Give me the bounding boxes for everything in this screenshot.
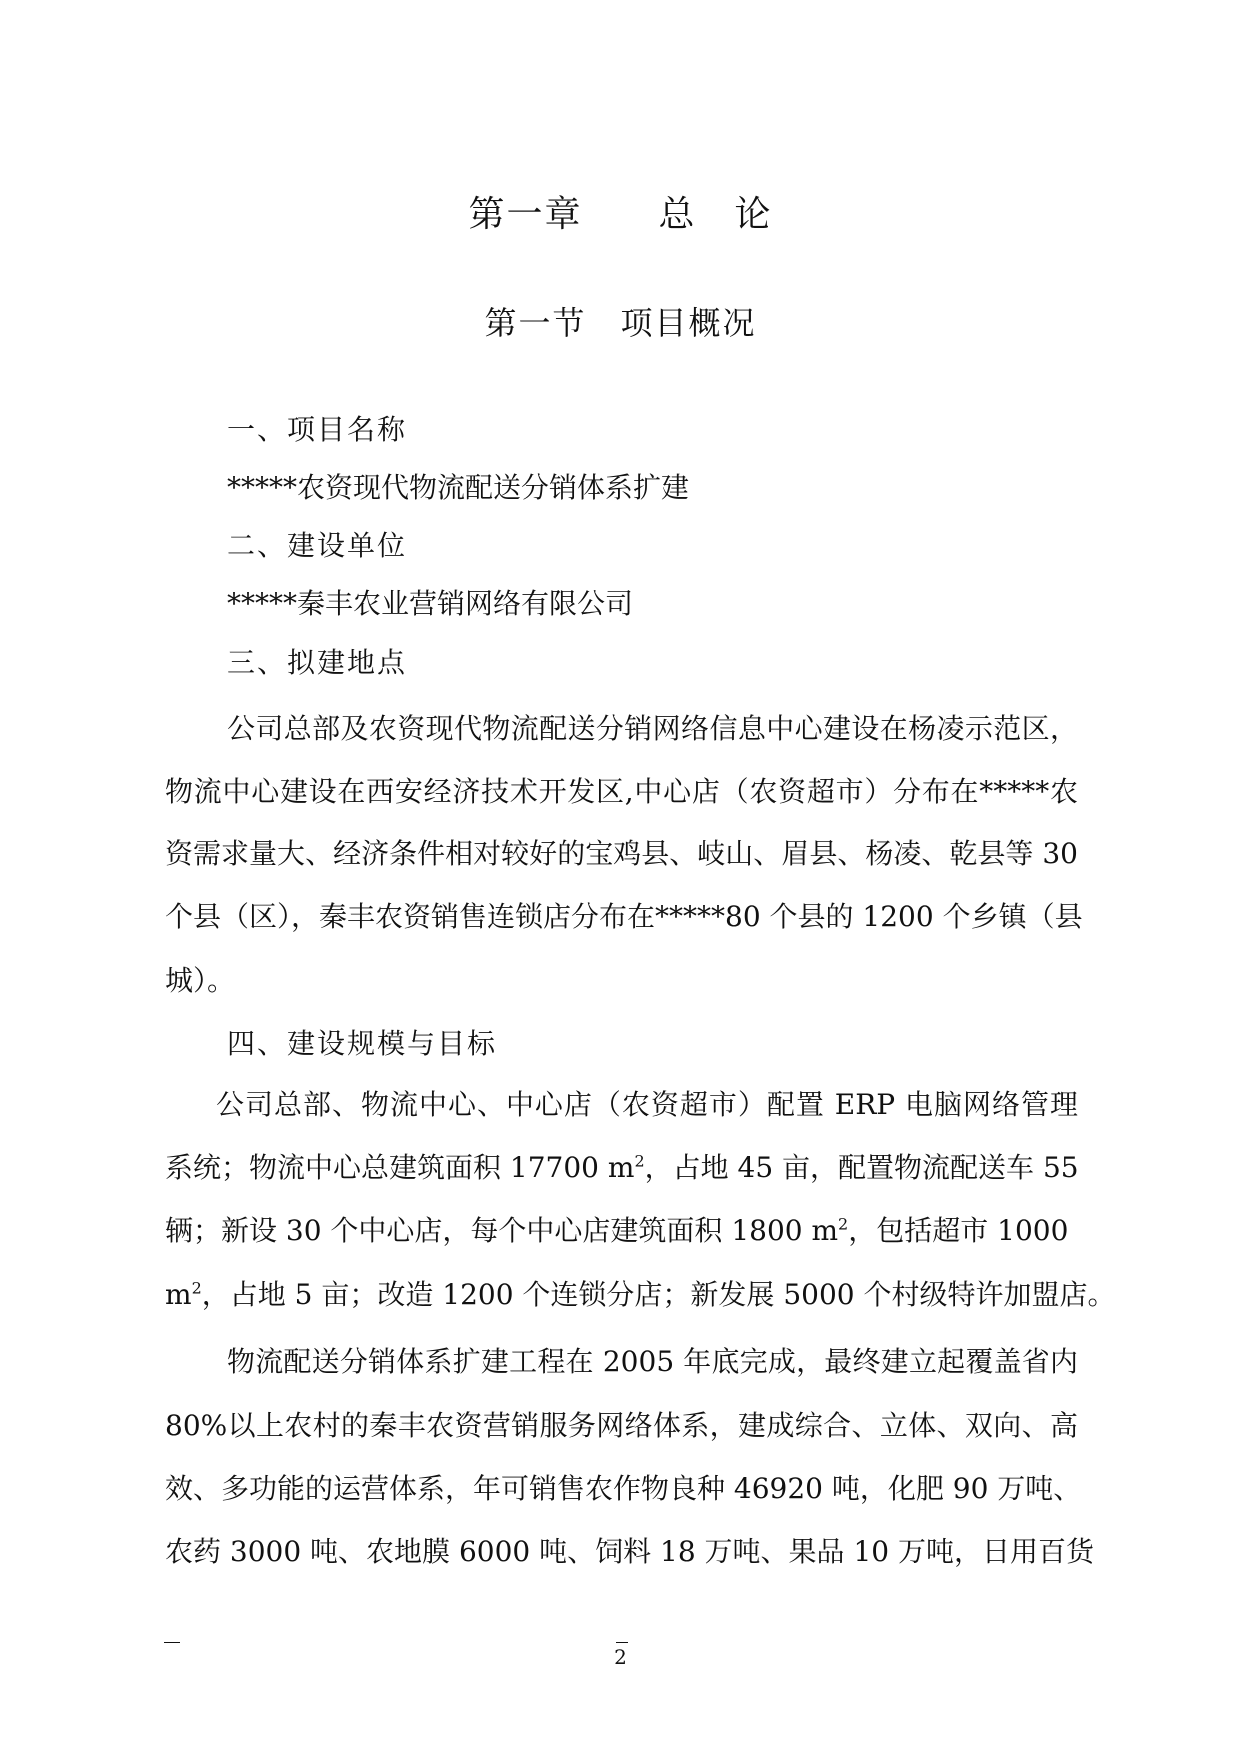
paragraph-location-line-2: 物流中心建设在西安经济技术开发区,中心店（农资超市）分布在*****农: [165, 775, 1078, 808]
paragraph-goals-line-4: 农药 3000 吨、农地膜 6000 吨、饲料 18 万吨、果品 10 万吨，日用百货: [165, 1535, 1094, 1568]
footer-rule-center: [616, 1642, 628, 1643]
paragraph-goals-line-3: 效、多功能的运营体系，年可销售农作物良种 46920 吨，化肥 90 万吨、: [165, 1472, 1082, 1505]
paragraph-location-line-1: 公司总部及农资现代物流配送分销网络信息中心建设在杨凌示范区，: [227, 712, 1078, 745]
paragraph-goals-line-1: 物流配送分销体系扩建工程在 2005 年底完成，最终建立起覆盖省内: [227, 1345, 1078, 1378]
superscript-2: 2: [634, 1151, 645, 1171]
heading-location: 三、拟建地点: [227, 646, 408, 679]
paragraph-project-name: *****农资现代物流配送分销体系扩建: [227, 471, 690, 504]
paragraph-scale-line-1: 公司总部、物流中心、中心店（农资超市）配置 ERP 电脑网络管理: [216, 1088, 1078, 1121]
paragraph-goals-line-2: 80%以上农村的秦丰农资营销服务网络体系，建成综合、立体、双向、高: [165, 1409, 1078, 1442]
paragraph-scale-line-2: 系统；物流中心总建筑面积 17700 $m^2$，占地 45 亩，配置物流配送车 55: [165, 1151, 1079, 1184]
paragraph-location-line-3: 资需求量大、经济条件相对较好的宝鸡县、岐山、眉县、杨凌、乾县等 30: [165, 837, 1078, 870]
paragraph-scale-line-3: 辆；新设 30 个中心店，每个中心店建筑面积 1800 $m^2$，包括超市 1000: [165, 1214, 1069, 1247]
paragraph-location-line-4: 个县（区），秦丰农资销售连锁店分布在*****80 个县的 1200 个乡镇（县: [165, 900, 1083, 933]
paragraph-construction-unit: *****秦丰农业营销网络有限公司: [227, 587, 634, 620]
page-number: 2: [614, 1645, 627, 1669]
paragraph-scale-line-4: $m^2$，占地 5 亩；改造 1200 个连锁分店；新发展 5000 个村级特许加盟店。: [165, 1278, 1116, 1311]
section-title: 第一节 项目概况: [484, 304, 757, 342]
superscript-2: 2: [838, 1214, 849, 1234]
chapter-title: 第一章 总 论: [468, 194, 773, 235]
superscript-2: 2: [191, 1278, 202, 1298]
footer-rule-left: [164, 1642, 180, 1643]
heading-construction-unit: 二、建设单位: [227, 529, 408, 562]
paragraph-location-line-5: 城）。: [165, 964, 236, 997]
heading-project-name: 一、项目名称: [227, 413, 408, 446]
heading-scale-goals: 四、建设规模与目标: [227, 1027, 498, 1060]
